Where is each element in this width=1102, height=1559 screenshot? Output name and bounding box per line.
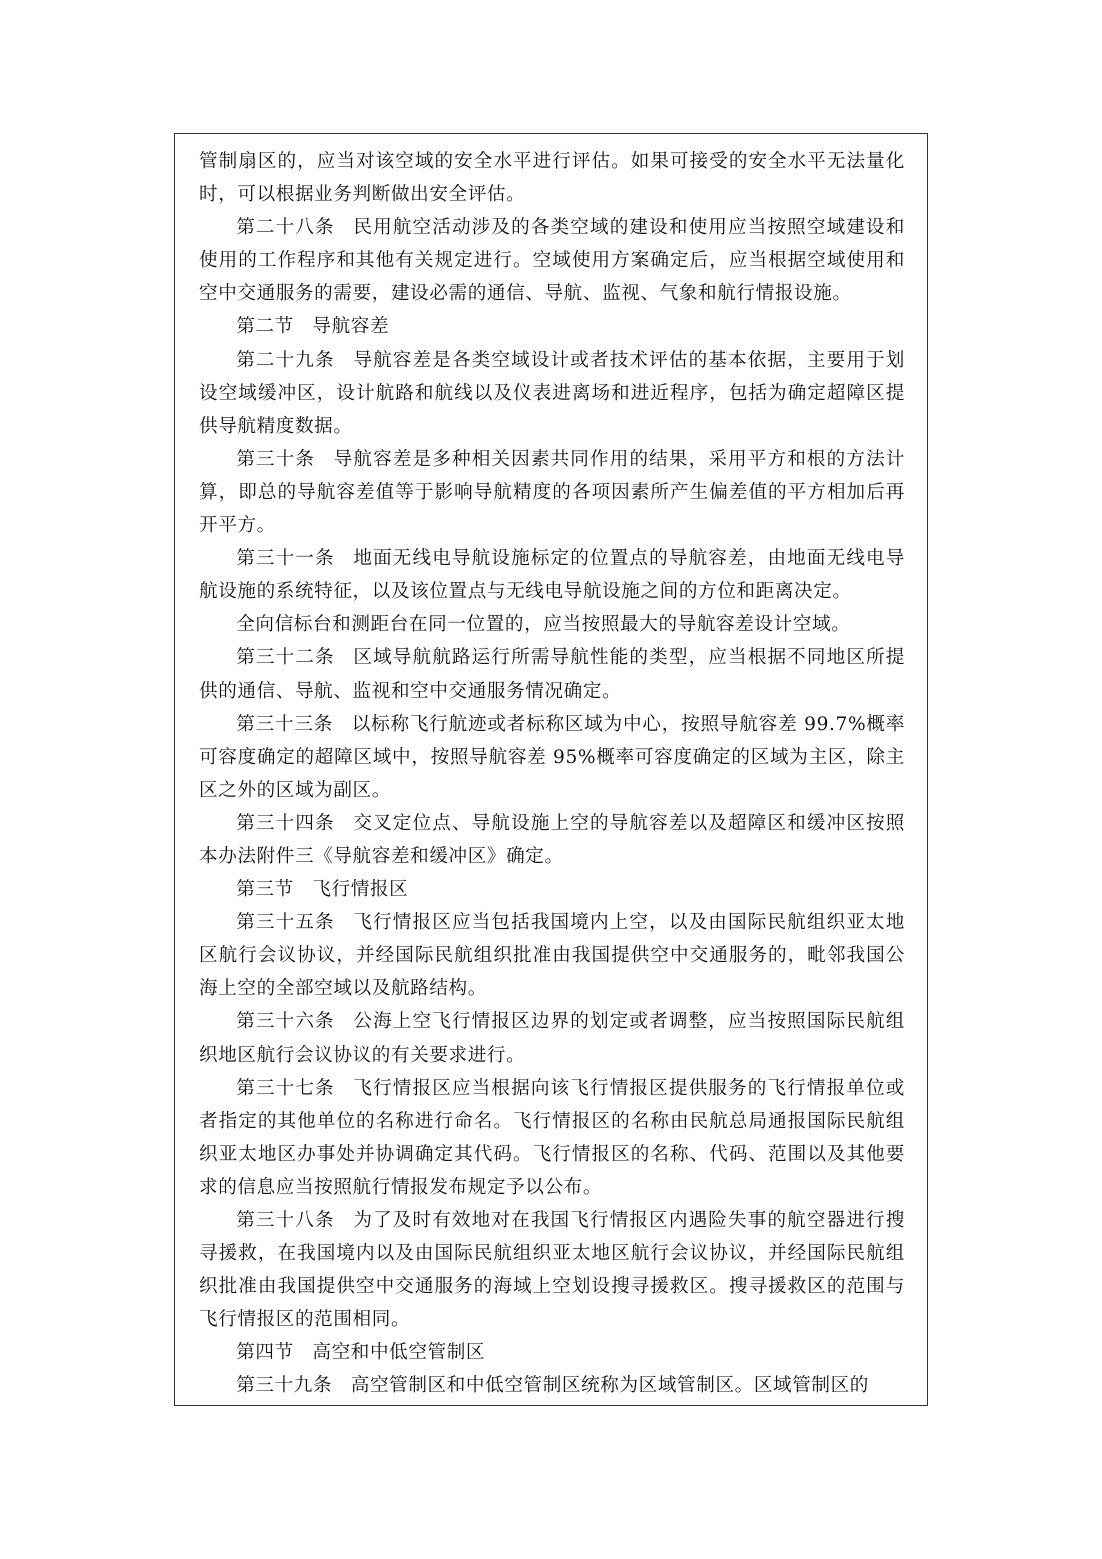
- article-number: 第三十条: [236, 448, 316, 470]
- article-text: 以标称飞行航迹或者标称区域为中心，按照导航容差 99.7%概率可容度确定的超障区域中，按照导航容差 95%概率可容度确定的区域为主区，除主区之外的区域为副区。: [199, 713, 905, 801]
- section-heading: [199, 310, 905, 343]
- article-number: 第三十五条: [236, 912, 335, 934]
- article-text: 地面无线电导航设施标定的位置点的导航容差，由地面无线电导航设施的系统特征，以及该位置点与无线电导航设施之间的方位和距离决定。: [199, 548, 905, 603]
- article-number: 第三十二条: [236, 647, 335, 669]
- article-paragraph: [199, 443, 905, 542]
- section-title: 高空和中低空管制区: [312, 1342, 486, 1364]
- article-paragraph: [199, 145, 905, 211]
- article-paragraph: [199, 542, 905, 608]
- article-paragraph: [199, 1204, 905, 1336]
- article-text: 民用航空活动涉及的各类空域的建设和使用应当按照空域建设和使用的工作程序和其他有关规定进行。空域使用方案确定后，应当根据空域使用和空中交通服务的需要，建设必需的通信、导航、监视、气象和航行情报设施。: [199, 217, 905, 305]
- article-text: 飞行情报区应当包括我国境内上空，以及由国际民航组织亚太地区航行会议协议，并经国际民航组织批准由我国提供空中交通服务的，毗邻我国公海上空的全部空域以及航路结构。: [199, 912, 905, 1000]
- article-text: 导航容差是各类空域设计或者技术评估的基本依据，主要用于划设空域缓冲区，设计航路和航线以及仪表进离场和进近程序，包括为确定超障区提供导航精度数据。: [199, 349, 905, 437]
- section-heading: [199, 873, 905, 906]
- article-paragraph: [199, 1072, 905, 1204]
- section-number: 第二节: [236, 316, 294, 338]
- article-text: 导航容差是多种相关因素共同作用的结果，采用平方和根的方法计算，即总的导航容差值等于影响导航精度的各项因素所产生偏差值的平方相加后再开平方。: [199, 448, 906, 537]
- article-paragraph: [199, 807, 905, 873]
- article-text: 区域导航航路运行所需导航性能的类型，应当根据不同地区所提供的通信、导航、监视和空中交通服务情况确定。: [199, 647, 905, 702]
- article-paragraph: [199, 1369, 905, 1402]
- article-paragraph: [199, 906, 905, 1005]
- article-number: 第三十八条: [236, 1210, 335, 1231]
- article-number: 第三十三条: [236, 713, 334, 735]
- article-paragraph: [199, 708, 905, 807]
- article-number: 第三十六条: [236, 1011, 335, 1033]
- article-number: 第三十七条: [236, 1077, 335, 1099]
- section-heading: [199, 1336, 905, 1369]
- article-text: 全向信标台和测距台在同一位置的，应当按照最大的导航容差设计空域。: [236, 614, 851, 636]
- section-title: 飞行情报区: [312, 879, 409, 901]
- article-number: 第三十一条: [236, 548, 335, 570]
- article-number: 第二十八条: [236, 217, 335, 239]
- page-frame: [174, 133, 928, 1406]
- article-paragraph: [199, 344, 905, 443]
- section-number: 第四节: [236, 1342, 294, 1364]
- article-paragraph: [199, 211, 905, 310]
- article-number: 第三十九条: [236, 1375, 333, 1397]
- article-text: 公海上空飞行情报区边界的划定或者调整，应当按照国际民航组织地区航行会议协议的有关要求进行。: [199, 1011, 905, 1066]
- article-text: 为了及时有效地对在我国飞行情报区内遇险失事的航空器进行搜寻援救，在我国境内以及由国际民航组织亚太地区航行会议协议，并经国际民航组织批准由我国提供空中交通服务的海域上空划设搜寻援救区。搜寻援救区的范围与飞行情报区的范围相同。: [199, 1210, 905, 1331]
- article-number: 第三十四条: [236, 812, 335, 834]
- article-text: 管制扇区的，应当对该空域的安全水平进行评估。如果可接受的安全水平无法量化时，可以根据业务判断做出安全评估。: [199, 151, 905, 206]
- article-text: 飞行情报区应当根据向该飞行情报区提供服务的飞行情报单位或者指定的其他单位的名称进行命名。飞行情报区的名称由民航总局通报国际民航组织亚太地区办事处并协调确定其代码。飞行情报区的名称、代码、范围以及其他要求的信息应当按照航行情报发布规定予以公布。: [199, 1077, 905, 1198]
- article-number: 第二十九条: [236, 349, 335, 371]
- section-number: 第三节: [236, 879, 294, 901]
- article-paragraph: [199, 1005, 905, 1071]
- section-title: 导航容差: [312, 316, 390, 338]
- article-text: 高空管制区和中低空管制区统称为区域管制区。区域管制区的: [350, 1375, 869, 1397]
- article-paragraph: [199, 641, 905, 707]
- article-paragraph: [199, 608, 905, 641]
- document-body: [199, 145, 905, 1403]
- article-text: 交叉定位点、导航设施上空的导航容差以及超障区和缓冲区按照本办法附件三《导航容差和缓冲区》确定。: [199, 812, 905, 867]
